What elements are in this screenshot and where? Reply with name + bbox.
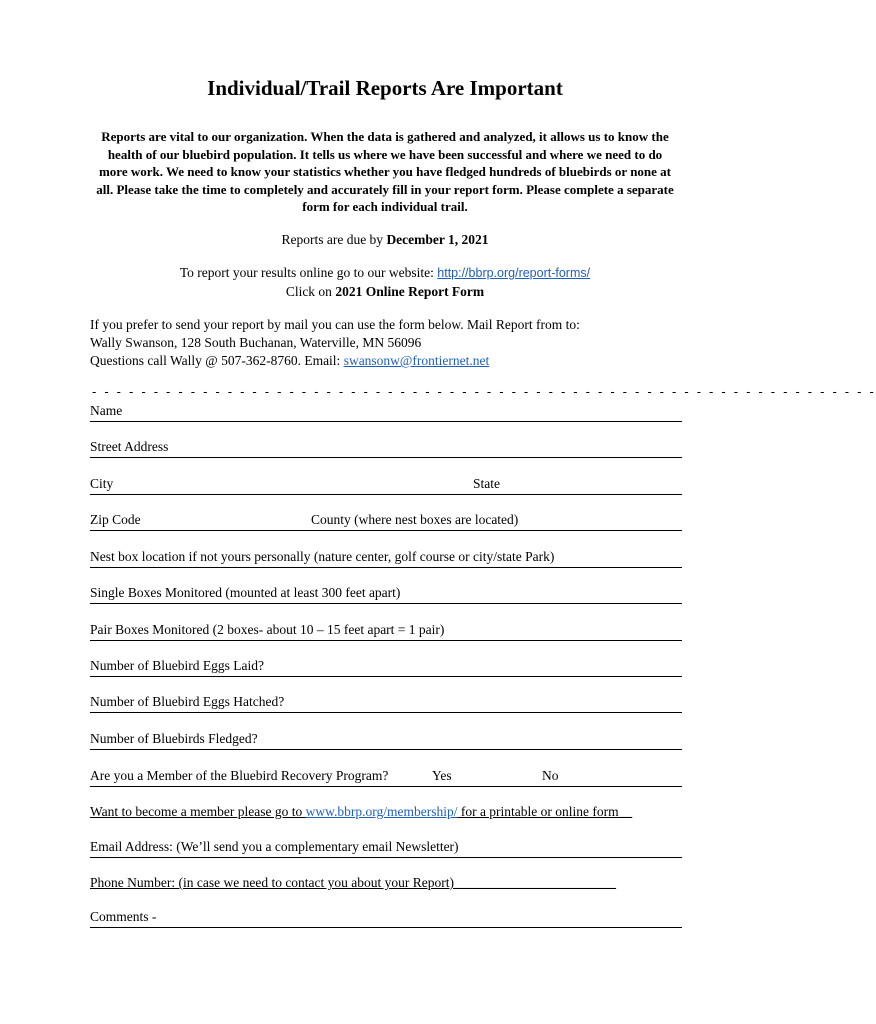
membership-line: [90, 802, 682, 822]
click-prefix: Click on: [285, 284, 336, 299]
cut-line-separator: - - - - - - - - - - - - - - - - - - - - - - - - - - - - - - - - - - - - - - - - - - - - - - - - - - - - - - - - - - - - - - - -: [92, 384, 876, 399]
city-state-field[interactable]: [90, 474, 682, 495]
phone-number-label: Phone Number: (in case we need to contact you about your Report)________________________: [90, 875, 617, 890]
county-label: County (where nest boxes are located): [311, 512, 519, 527]
single-boxes-field[interactable]: [90, 583, 682, 604]
comments-label: Comments -: [90, 909, 157, 924]
fledged-field[interactable]: [90, 729, 682, 750]
pair-boxes-label: Pair Boxes Monitored (2 boxes- about 10 – 15 feet apart = 1 pair): [90, 622, 445, 637]
city-label: City: [90, 476, 114, 491]
eggs-laid-field[interactable]: [90, 656, 682, 677]
online-prefix: To report your results online go to our website:: [179, 265, 438, 280]
fledged-label: Number of Bluebirds Fledged?: [90, 731, 258, 746]
email-link[interactable]: swansonw@frontiernet.net: [343, 353, 490, 368]
phone-number-field[interactable]: [90, 873, 682, 893]
membership-prefix: Want to become a member please go to: [90, 804, 306, 819]
membership-suffix: for a printable or online form__: [457, 804, 633, 819]
single-boxes-label: Single Boxes Monitored (mounted at least 300 feet apart): [90, 585, 401, 600]
eggs-hatched-label: Number of Bluebird Eggs Hatched?: [90, 694, 285, 709]
online-report-form-label: 2021 Online Report Form: [335, 284, 485, 299]
membership-link[interactable]: www.bbrp.org/membership/: [305, 804, 458, 819]
member-question-field[interactable]: [90, 766, 682, 787]
nest-location-field[interactable]: [90, 547, 682, 568]
report-forms-link[interactable]: http://bbrp.org/report-forms/: [437, 266, 591, 280]
click-on-line: [0, 284, 770, 300]
state-label: State: [473, 476, 500, 491]
page-title: Individual/Trail Reports Are Important: [207, 76, 563, 100]
mail-address: Wally Swanson, 128 South Buchanan, Waterville, MN 56096: [90, 335, 422, 350]
street-address-label: Street Address: [90, 439, 169, 454]
questions-prefix: Questions call Wally @ 507-362-8760. Email:: [90, 353, 344, 368]
zip-label: Zip Code: [90, 512, 141, 527]
due-date-line: [0, 232, 770, 248]
email-address-field[interactable]: [90, 837, 682, 858]
member-question-label: Are you a Member of the Bluebird Recovery Program?: [90, 768, 389, 783]
name-field[interactable]: [90, 401, 682, 422]
questions-line: [90, 353, 489, 369]
eggs-hatched-field[interactable]: [90, 692, 682, 713]
nest-location-label: Nest box location if not yours personally (nature center, golf course or city/state Park): [90, 549, 555, 564]
member-yes-option[interactable]: Yes: [432, 768, 452, 783]
membership-text: [90, 804, 632, 820]
email-address-label: Email Address: (We’ll send you a complementary email Newsletter): [90, 839, 459, 854]
online-report-line: [0, 265, 770, 281]
street-address-field[interactable]: [90, 437, 682, 458]
eggs-laid-label: Number of Bluebird Eggs Laid?: [90, 658, 264, 673]
comments-field[interactable]: [90, 907, 682, 928]
zip-county-field[interactable]: [90, 510, 682, 531]
intro-paragraph: Reports are vital to our organization. When the data is gathered and analyzed, it allows us to know the health of our bluebird population. It tells us where we have been successful and where we need to do more work. We need to know your statistics whether you have fledged hundreds of bluebirds or none at all. Please take the time to completely and accurately fill in your report form. Please complete a separate form for each individual trail.: [96, 129, 674, 214]
pair-boxes-field[interactable]: [90, 620, 682, 641]
due-prefix: Reports are due by: [281, 232, 387, 247]
member-no-option[interactable]: No: [542, 768, 559, 783]
name-label: Name: [90, 403, 123, 418]
due-date: December 1, 2021: [386, 232, 489, 247]
mail-instructions: If you prefer to send your report by mail you can use the form below. Mail Report from to:: [90, 317, 580, 332]
